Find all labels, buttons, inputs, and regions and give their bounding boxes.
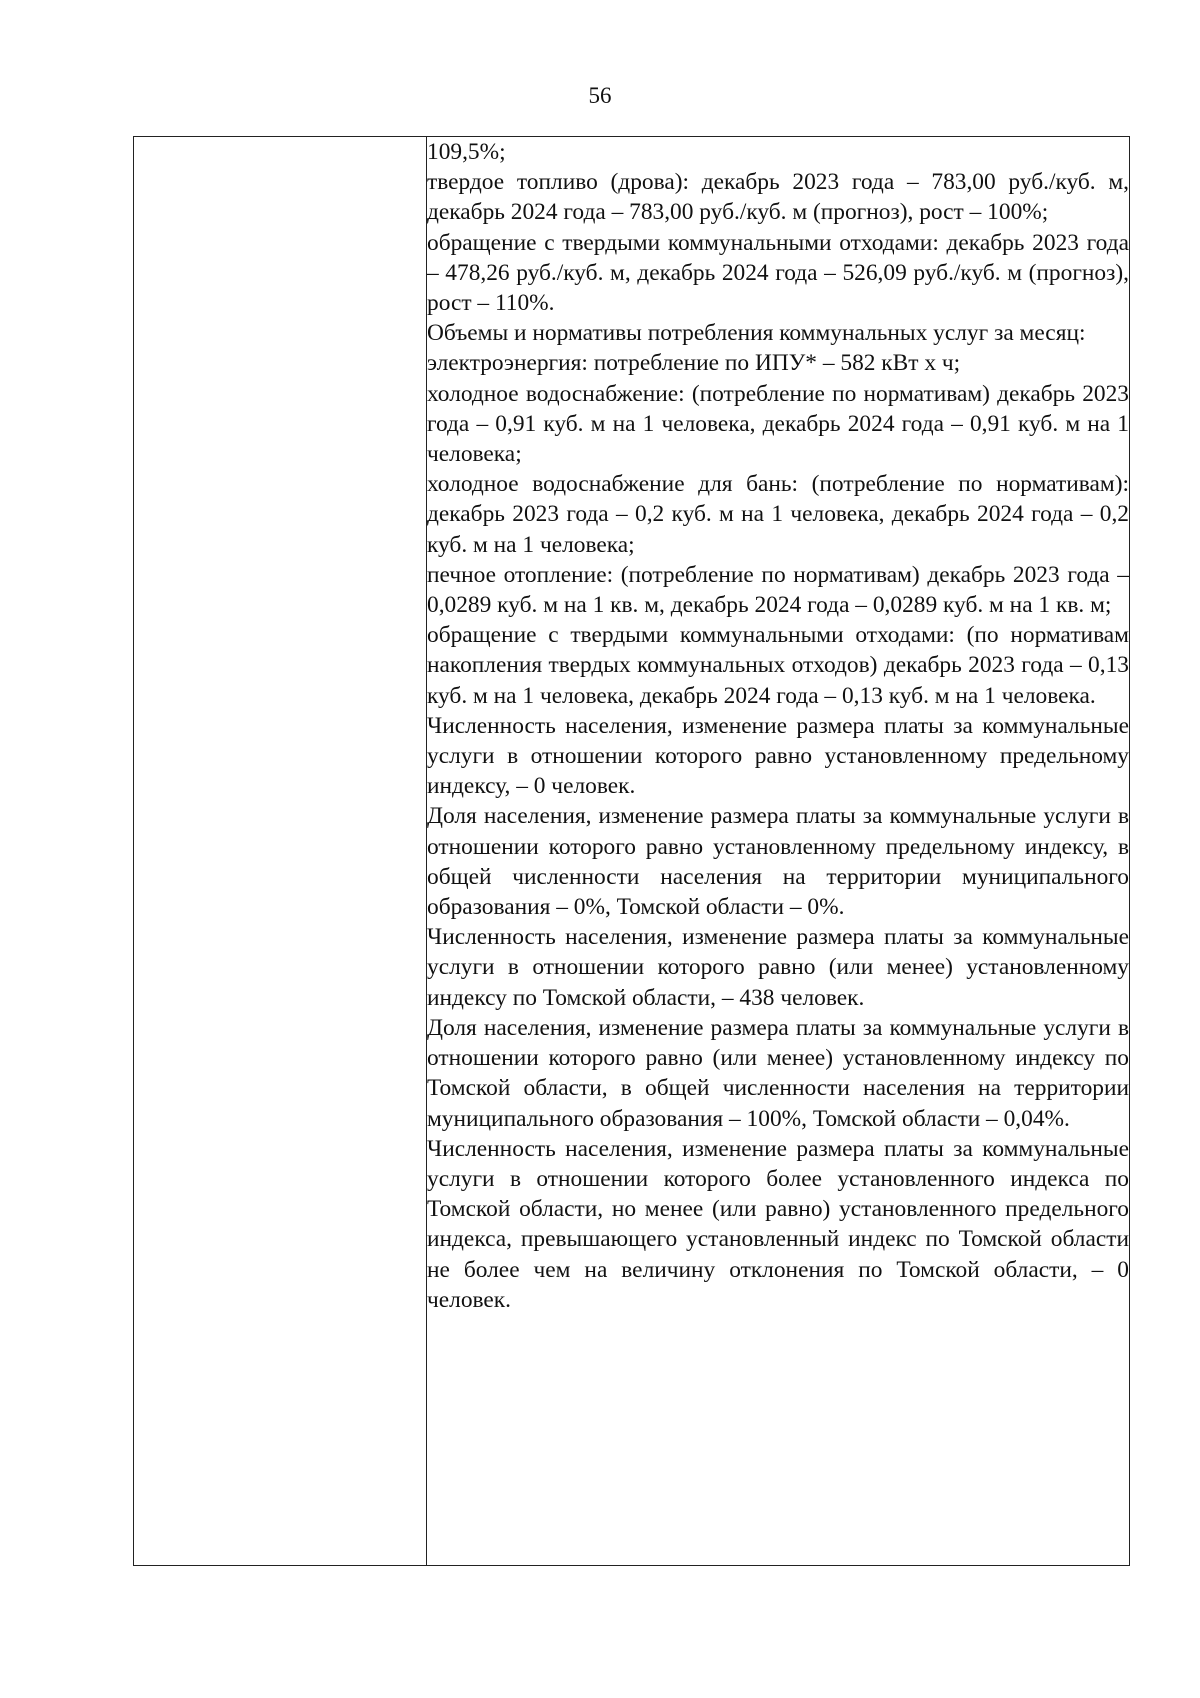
table-left-cell [134, 137, 427, 1566]
paragraph: электроэнергия: потребление по ИПУ* – 582 кВт х ч; [427, 350, 961, 377]
paragraph: обращение с твердыми коммунальными отходами: (по нормативам накопления твердых коммунальных отходов) декабрь 2023 года – 0,13 куб. м на 1 человека, декабрь 2024 года – 0,13 куб. м на 1 человека. [427, 622, 1129, 709]
table-right-cell [427, 137, 1130, 1566]
page-number: 56 [588, 83, 612, 108]
paragraph: холодное водоснабжение: (потребление по нормативам) декабрь 2023 года – 0,91 куб. м на 1 человека, декабрь 2024 года – 0,91 куб. м на 1 человека; [427, 380, 1129, 468]
paragraph: холодное водоснабжение для бань: (потребление по нормативам): декабрь 2023 года – 0,2 куб. м на 1 человека, декабрь 2024 года – 0,2 куб. м на 1 человека; [427, 471, 1129, 558]
paragraph: Доля населения, изменение размера платы за коммунальные услуги в отношении которого равно (или менее) установленному индексу по Томской области, в общей численности населения на территории муниципального образования – 100%, Томской области – 0,04%. [427, 1014, 1129, 1132]
paragraph: твердое топливо (дрова): декабрь 2023 года – 783,00 руб./куб. м, декабрь 2024 года – 783,00 руб./куб. м (прогноз), рост – 100%; [427, 169, 1129, 226]
paragraph: печное отопление: (потребление по нормативам) декабрь 2023 года – 0,0289 куб. м на 1 кв. м, декабрь 2024 года – 0,0289 куб. м на 1 кв. м; [427, 561, 1129, 619]
paragraph: Численность населения, изменение размера платы за коммунальные услуги в отношении которого более установленного индекса по Томской области, но менее (или равно) установленного предельного индекса, превышающего установленный индекс по Томской области не более чем на величину отклонения по Томской области, – 0 человек. [427, 1135, 1129, 1313]
paragraph: Численность населения, изменение размера платы за коммунальные услуги в отношении которого равно (или менее) установленному индексу по Томской области, – 438 человек. [427, 924, 1129, 1011]
paragraph: обращение с твердыми коммунальными отходами: декабрь 2023 года – 478,26 руб./куб. м, декабрь 2024 года – 526,09 руб./куб. м (прогноз), рост – 110%. [427, 229, 1129, 317]
paragraph: Объемы и нормативы потребления коммунальных услуг за месяц: [427, 320, 1086, 347]
paragraph: Численность населения, изменение размера платы за коммунальные услуги в отношении которого равно установленному предельному индексу, – 0 человек. [427, 712, 1129, 800]
content-table [133, 136, 1130, 1566]
paragraph: 109,5%; [427, 139, 506, 165]
paragraph: Доля населения, изменение размера платы за коммунальные услуги в отношении которого равно установленному предельному индексу, в общей численности населения на территории муниципального образования – 0%, Томской области – 0%. [427, 803, 1129, 921]
table-row [134, 137, 1130, 1566]
